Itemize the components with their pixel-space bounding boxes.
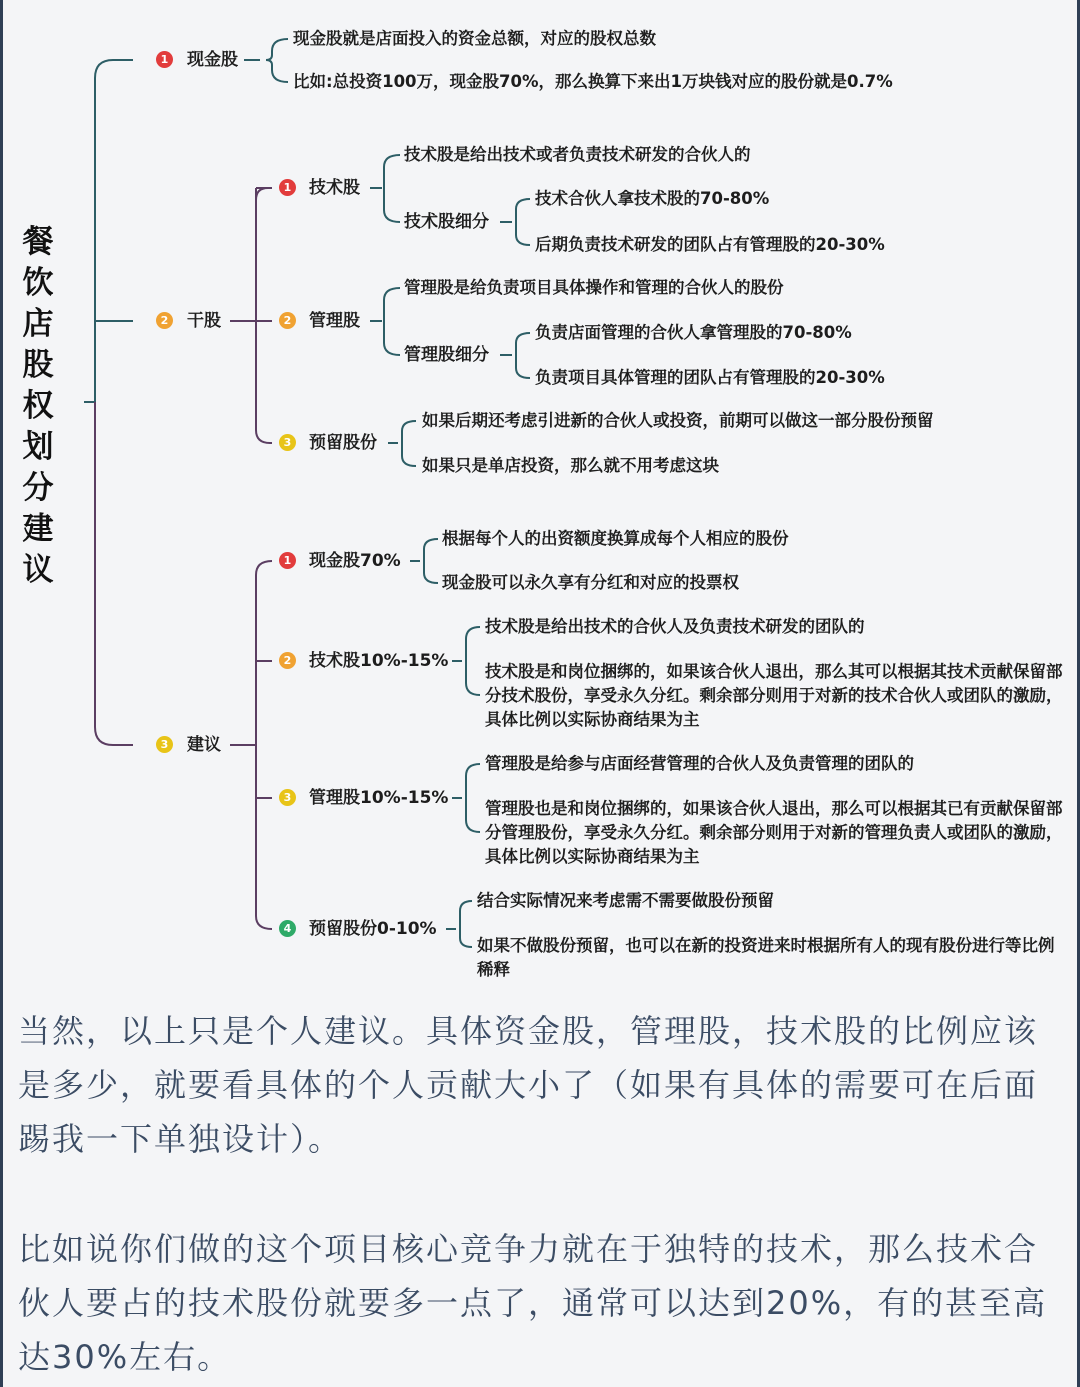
brace-reserve010	[460, 901, 472, 947]
connector-cash	[95, 60, 133, 96]
badge-tech: 1	[279, 179, 296, 196]
badge-reserve: 3	[279, 434, 296, 451]
node-mgmt-stock: 管理股	[309, 311, 360, 331]
spine-jianyi	[256, 561, 272, 929]
brace-tech-sub	[516, 199, 530, 245]
leaf-cash70-1: 根据每个人的出资额度换算成每个人相应的股份	[442, 529, 789, 548]
brace-mgmt1015	[466, 764, 480, 832]
leaf-reserve010-2: 如果不做股份预留，也可以在新的投资进来时根据所有人的现有股份进行等比例稀释	[477, 936, 1055, 979]
spine-gangu	[256, 188, 272, 443]
node-suggestion: 建议	[187, 735, 221, 755]
badge-mgmt1015: 3	[279, 789, 296, 806]
brace-mgmt-sub	[516, 333, 530, 378]
node-tech1015: 技术股10%-15%	[309, 651, 449, 671]
leaf-mgmt: 管理股是给负责项目具体操作和管理的合伙人的股份	[404, 278, 784, 297]
leaf-tech1015-2: 技术股是和岗位捆绑的，如果该合伙人退出，那么其可以根据其技术贡献保留部分技术股份，享受永久分红。剩余部分则用于对新的技术合伙人或团队的激励，具体比例以实际协商结果为主	[485, 662, 1063, 729]
node-dry-stock: 干股	[187, 311, 221, 331]
mindmap-title: 餐饮店股权划分建议	[22, 224, 54, 588]
leaf-reserve-1: 如果后期还考虑引进新的合伙人或投资，前期可以做这一部分股份预留	[422, 411, 934, 430]
badge-jianyi: 3	[156, 736, 173, 753]
paragraph-1: 当然，以上只是个人建议。具体资金股，管理股，技术股的比例应该是多少，就要看具体的个人贡献大小了（如果有具体的需要可在后面踢我一下单独设计）。	[18, 1012, 1039, 1158]
leaf-tech1015-1: 技术股是给出技术的合伙人及负责技术研发的团队的	[485, 617, 865, 636]
node-cash-stock: 现金股	[187, 50, 238, 70]
node-reserve010: 预留股份0-10%	[309, 919, 437, 939]
leaf-cash70-2: 现金股可以永久享有分红和对应的投票权	[442, 573, 739, 592]
badge-gangu: 2	[156, 312, 173, 329]
badge-cash: 1	[156, 51, 173, 68]
brace-cash	[266, 39, 288, 82]
connector-jianyi	[95, 402, 133, 745]
node-mgmt1015: 管理股10%-15%	[309, 788, 449, 808]
badge-cash70: 1	[279, 552, 296, 569]
leaf-mgmt-sub-1: 负责店面管理的合伙人拿管理股的70-80%	[535, 323, 852, 342]
brace-tech	[384, 155, 400, 222]
brace-mgmt	[384, 288, 400, 355]
leaf-mgmt1015-1: 管理股是给参与店面经营管理的合伙人及负责管理的团队的	[485, 754, 914, 773]
brace-cash70	[424, 539, 438, 583]
badge-mgmt: 2	[279, 312, 296, 329]
node-tech-stock: 技术股	[309, 178, 360, 198]
brace-reserve	[402, 421, 416, 466]
leaf-mgmt-sub-2: 负责项目具体管理的团队占有管理股的20-30%	[535, 368, 885, 387]
node-reserve: 预留股份	[309, 433, 377, 453]
leaf-cash-2: 比如:总投资100万，现金股70%，那么换算下来出1万块钱对应的股份就是0.7%	[293, 72, 893, 91]
leaf-cash-1: 现金股就是店面投入的资金总额，对应的股权总数	[293, 29, 656, 48]
brace-tech1015	[466, 627, 480, 695]
paragraph-2: 比如说你们做的这个项目核心竞争力就在于独特的技术，那么技术合伙人要占的技术股份就要多一点了，通常可以达到20%，有的甚至高达30%左右。	[18, 1230, 1048, 1376]
leaf-reserve010-1: 结合实际情况来考虑需不需要做股份预留	[477, 891, 774, 910]
badge-reserve010: 4	[279, 920, 296, 937]
leaf-tech-sub-1: 技术合伙人拿技术股的70-80%	[535, 189, 770, 208]
badge-tech1015: 2	[279, 652, 296, 669]
leaf-tech: 技术股是给出技术或者负责技术研发的合伙人的	[404, 145, 751, 164]
leaf-reserve-2: 如果只是单店投资，那么就不用考虑这块	[422, 456, 719, 475]
node-cash70: 现金股70%	[309, 551, 401, 571]
node-tech-sub: 技术股细分	[404, 212, 489, 232]
node-mgmt-sub: 管理股细分	[404, 345, 489, 365]
leaf-tech-sub-2: 后期负责技术研发的团队占有管理股的20-30%	[535, 235, 885, 254]
leaf-mgmt1015-2: 管理股也是和岗位捆绑的，如果该合伙人退出，那么可以根据其已有贡献保留部分管理股份，享受永久分红。剩余部分则用于对新的管理负责人或团队的激励，具体比例以实际协商结果为主	[485, 799, 1063, 866]
